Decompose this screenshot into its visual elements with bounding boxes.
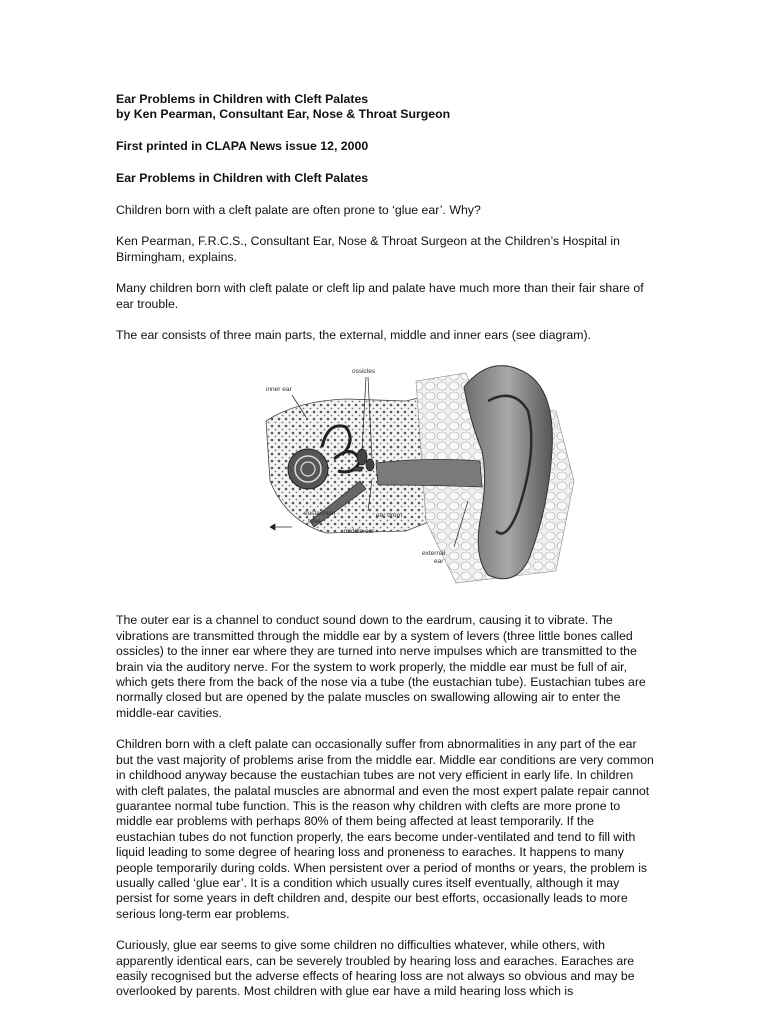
section-heading: Ear Problems in Children with Cleft Palates (116, 171, 369, 185)
paragraph-intro: Children born with a cleft palate are often prone to ‘glue ear’. Why? (116, 203, 481, 217)
paragraph-glue-ear: Curiously, glue ear seems to give some children no difficulties whatever, while others, with apparently identical ears, can be severely troubled by hearing loss and earaches. Earaches are easily recognised but the adverse effects of hearing loss are not always so obvious and may be overlooked by parents. Most children with glue ear have a mild hearing loss which is (116, 938, 635, 999)
paragraph-cleft: Many children born with cleft palate or cleft lip and palate have much more than their fair share of ear trouble. (116, 281, 644, 311)
print-source: First printed in CLAPA News issue 12, 2000 (116, 139, 369, 153)
label-ear-drum: ear drum (376, 512, 403, 520)
label-inner-ear: inner ear (266, 386, 292, 394)
label-eustachian: eustachian (304, 510, 336, 518)
paragraph-cleft-children: Children born with a cleft palate can occasionally suffer from abnormalities in any part of the ear but the vast majority of problems arise from the middle ear. Middle ear conditions are very common in childhood anyway because the eustachian tubes are not very efficient in early life. In children with cleft palates, the palatal muscles are abnormal and even the most expert palate repair cannot guarantee normal tube function. This is the reason why children with clefts are more prone to middle ear problems with perhaps 80% of them being affected at least temporarily. If the eustachian tubes do not function properly, the ears become under-ventilated and tend to fill with liquid leading to some degree of hearing loss and proneness to earaches. It happens to many people temporarily during colds. When persistent over a period of months or years, the problem is usually called ‘glue ear’. It is a condition which usually cures itself eventually, although it may persist for some years in deft children and, despite our best efforts, occasionally leads to more serious long-term ear problems. (116, 737, 654, 921)
label-middle-ear: middle ear (344, 528, 375, 536)
label-ossicles: ossicles (352, 368, 376, 376)
cochlea (288, 449, 328, 489)
paragraph-author: Ken Pearman, F.R.C.S., Consultant Ear, Nose & Throat Surgeon at the Children’s Hospital in Birmingham, explains. (116, 234, 620, 264)
article-byline: by Ken Pearman, Consultant Ear, Nose & Throat Surgeon (116, 107, 451, 121)
document-page (116, 92, 656, 1000)
label-tube: tube (308, 518, 321, 526)
label-external: external (422, 550, 446, 558)
ear-diagram (256, 361, 586, 597)
article-title: Ear Problems in Children with Cleft Palates (116, 92, 369, 106)
ear-canal (376, 460, 482, 488)
paragraph-outer-ear: The outer ear is a channel to conduct sound down to the eardrum, causing it to vibrate. The vibrations are transmitted through the middle ear by a system of levers (three little bones called ossicles) to the inner ear where they are turned into nerve impulses which are transmitted to the brain via the auditory nerve. For the system to work properly, the middle ear must be full of air, which gets there from the back of the nose via a tube (the eustachian tube). Eustachian tubes are normally closed but are opened by the palate muscles on swallowing allowing air to enter the middle-ear cavities. (116, 613, 646, 720)
paragraph-parts: The ear consists of three main parts, the external, middle and inner ears (see diagram). (116, 328, 592, 343)
label-external-ear: ear (434, 558, 444, 566)
